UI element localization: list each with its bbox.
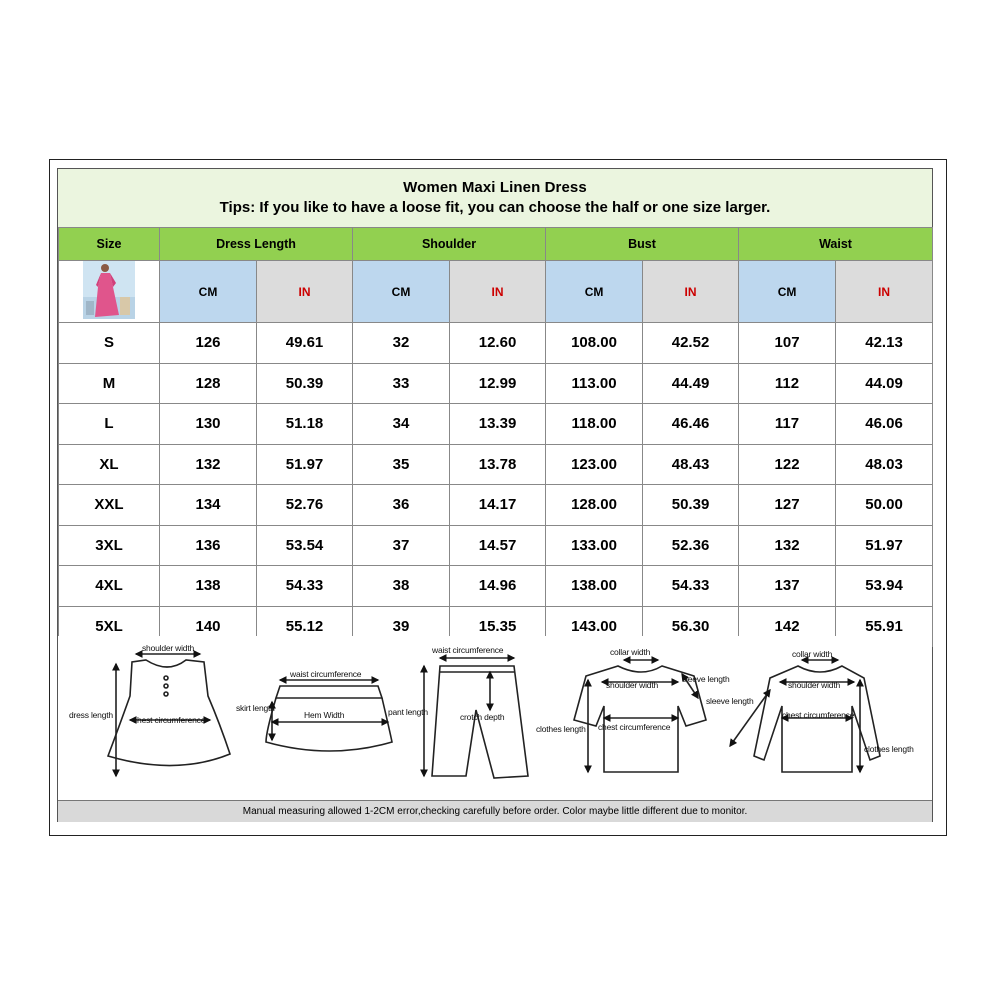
fit-tips: Tips: If you like to have a loose fit, you can choose the half or one size larger. — [219, 199, 771, 216]
value-cell: 12.60 — [450, 323, 546, 364]
value-cell: 117 — [739, 404, 836, 445]
value-cell: 51.97 — [836, 525, 933, 566]
value-cell: 13.78 — [450, 444, 546, 485]
value-cell: 44.09 — [836, 363, 933, 404]
value-cell: 39 — [353, 606, 450, 647]
value-cell: 137 — [739, 566, 836, 607]
value-cell: 14.96 — [450, 566, 546, 607]
value-cell: 15.35 — [450, 606, 546, 647]
value-cell: 132 — [160, 444, 257, 485]
value-cell: 130 — [160, 404, 257, 445]
size-cell: L — [59, 404, 160, 445]
value-cell: 138 — [160, 566, 257, 607]
size-cell: 4XL — [59, 566, 160, 607]
value-cell: 36 — [353, 485, 450, 526]
label-clothes-length: clothes length — [864, 744, 914, 754]
value-cell: 113.00 — [546, 363, 643, 404]
diagram-labels — [69, 643, 914, 754]
unit-in: IN — [450, 261, 546, 323]
value-cell: 128.00 — [546, 485, 643, 526]
value-cell: 42.52 — [643, 323, 739, 364]
value-cell: 142 — [739, 606, 836, 647]
value-cell: 55.12 — [257, 606, 353, 647]
table-row — [59, 404, 933, 445]
size-header: Size — [59, 228, 160, 261]
value-cell: 38 — [353, 566, 450, 607]
value-cell: 51.97 — [257, 444, 353, 485]
size-cell: 5XL — [59, 606, 160, 647]
label-shoulder-width: shoulder width — [606, 680, 659, 690]
label-pant-length: pant length — [388, 707, 428, 717]
value-cell: 48.43 — [643, 444, 739, 485]
label-waist-circumference: waist circumference — [290, 669, 362, 679]
value-cell: 35 — [353, 444, 450, 485]
label-skirt-length: skirt length — [236, 703, 275, 713]
size-cell: M — [59, 363, 160, 404]
label-sleeve-length: sleeve length — [706, 696, 754, 706]
value-cell: 122 — [739, 444, 836, 485]
table-row — [59, 323, 933, 364]
value-cell: 133.00 — [546, 525, 643, 566]
value-cell: 34 — [353, 404, 450, 445]
size-cell: S — [59, 323, 160, 364]
unit-in: IN — [643, 261, 739, 323]
value-cell: 143.00 — [546, 606, 643, 647]
value-cell: 132 — [739, 525, 836, 566]
unit-cm: CM — [546, 261, 643, 323]
size-table — [58, 227, 933, 647]
value-cell: 51.18 — [257, 404, 353, 445]
value-cell: 50.39 — [257, 363, 353, 404]
value-cell: 136 — [160, 525, 257, 566]
waist-header: Waist — [739, 228, 933, 261]
value-cell: 53.94 — [836, 566, 933, 607]
label-crotch-depth: crotch depth — [460, 712, 505, 722]
chart-title: Women Maxi Linen Dress — [403, 179, 587, 196]
measurement-diagrams — [58, 636, 932, 799]
value-cell: 140 — [160, 606, 257, 647]
title-box — [58, 169, 932, 228]
size-cell: XXL — [59, 485, 160, 526]
value-cell: 108.00 — [546, 323, 643, 364]
value-cell: 127 — [739, 485, 836, 526]
label-collar-width: collar width — [610, 647, 651, 657]
value-cell: 52.36 — [643, 525, 739, 566]
label-dress-length: dress length — [69, 710, 113, 720]
unit-cm: CM — [739, 261, 836, 323]
value-cell: 44.49 — [643, 363, 739, 404]
value-cell: 123.00 — [546, 444, 643, 485]
table-row — [59, 363, 933, 404]
size-cell: XL — [59, 444, 160, 485]
size-chart — [57, 168, 933, 822]
value-cell: 46.06 — [836, 404, 933, 445]
label-chest-circumference: chest circumference — [782, 710, 855, 720]
label-waist-circumference: waist circumference — [432, 645, 504, 655]
value-cell: 42.13 — [836, 323, 933, 364]
value-cell: 49.61 — [257, 323, 353, 364]
table-row — [59, 485, 933, 526]
value-cell: 33 — [353, 363, 450, 404]
value-cell: 55.91 — [836, 606, 933, 647]
value-cell: 12.99 — [450, 363, 546, 404]
value-cell: 52.76 — [257, 485, 353, 526]
value-cell: 46.46 — [643, 404, 739, 445]
value-cell: 138.00 — [546, 566, 643, 607]
size-cell: 3XL — [59, 525, 160, 566]
value-cell: 32 — [353, 323, 450, 364]
value-cell: 14.17 — [450, 485, 546, 526]
size-rows — [59, 323, 933, 647]
table-row — [59, 525, 933, 566]
dress-photo-icon — [83, 261, 135, 319]
table-row — [59, 444, 933, 485]
value-cell: 54.33 — [643, 566, 739, 607]
table-row — [59, 566, 933, 607]
shoulder-header: Shoulder — [353, 228, 546, 261]
value-cell: 56.30 — [643, 606, 739, 647]
value-cell: 53.54 — [257, 525, 353, 566]
unit-cm: CM — [160, 261, 257, 323]
label-clothes-length: clothes length — [536, 724, 586, 734]
value-cell: 14.57 — [450, 525, 546, 566]
value-cell: 126 — [160, 323, 257, 364]
label-chest-circumference: chest circumference — [133, 715, 206, 725]
measurement-illustrations — [58, 636, 932, 799]
label-shoulder-width: shoulder width — [142, 643, 195, 653]
value-cell: 134 — [160, 485, 257, 526]
label-chest-circumference: chest circumference — [598, 722, 671, 732]
label-hem-width: Hem Width — [304, 710, 345, 720]
dress-length-header: Dress Length — [160, 228, 353, 261]
value-cell: 118.00 — [546, 404, 643, 445]
unit-in: IN — [257, 261, 353, 323]
product-thumbnail — [59, 261, 160, 323]
value-cell: 13.39 — [450, 404, 546, 445]
label-collar-width: collar width — [792, 649, 833, 659]
value-cell: 37 — [353, 525, 450, 566]
value-cell: 112 — [739, 363, 836, 404]
measuring-note: Manual measuring allowed 1-2CM error,checking carefully before order. Color maybe little different due to monitor. — [58, 800, 932, 822]
value-cell: 48.03 — [836, 444, 933, 485]
unit-cm: CM — [353, 261, 450, 323]
label-shoulder-width: shoulder width — [788, 680, 841, 690]
value-cell: 50.00 — [836, 485, 933, 526]
label-sleeve-length: sleeve length — [682, 674, 730, 684]
value-cell: 50.39 — [643, 485, 739, 526]
value-cell: 54.33 — [257, 566, 353, 607]
bust-header: Bust — [546, 228, 739, 261]
value-cell: 107 — [739, 323, 836, 364]
unit-in: IN — [836, 261, 933, 323]
value-cell: 128 — [160, 363, 257, 404]
